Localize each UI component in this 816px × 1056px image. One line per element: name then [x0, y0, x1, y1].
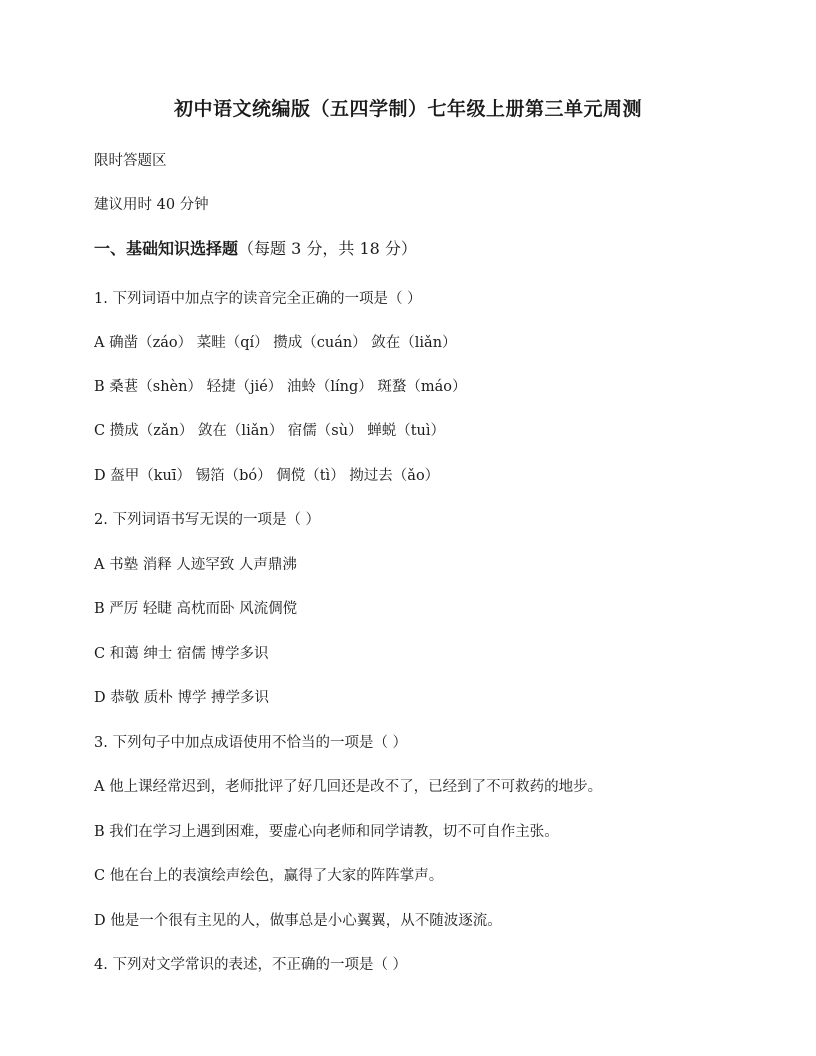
suggested-time-label: 建议用时 40 分钟: [94, 197, 209, 213]
answer-area-label: 限时答题区: [94, 153, 167, 169]
question-2-stem: 2. 下列词语书写无误的一项是（ ）: [94, 512, 321, 528]
question-1-option-a: A 确凿（záo） 菜畦（qí） 攒成（cuán） 敛在（liǎn）: [94, 335, 457, 351]
question-2-option-b: B 严厉 轻睫 高枕而卧 风流倜傥: [94, 601, 298, 617]
section-heading-note: （每题 3 分，共 18 分）: [238, 239, 417, 258]
page-title: 初中语文统编版（五四学制）七年级上册第三单元周测: [173, 98, 642, 120]
question-4-stem: 4. 下列对文学常识的表述，不正确的一项是（ ）: [94, 957, 408, 973]
question-3-option-d: D 他是一个很有主见的人，做事总是小心翼翼，从不随波逐流。: [94, 913, 502, 929]
question-1-option-d: D 盔甲（kuī） 锡箔（bó） 倜傥（tì） 拗过去（ǎo）: [94, 468, 440, 484]
question-3-option-a: A 他上课经常迟到，老师批评了好几回还是改不了，已经到了不可救药的地步。: [94, 779, 603, 795]
question-3-option-b: B 我们在学习上遇到困难，要虚心向老师和同学请教，切不可自作主张。: [94, 824, 559, 840]
question-2-option-a: A 书塾 消释 人迹罕致 人声鼎沸: [94, 557, 297, 573]
section-heading-text: 一、基础知识选择题: [94, 239, 239, 258]
section-heading: [94, 239, 794, 259]
question-2-option-c: C 和蔼 绅士 宿儒 博学多识: [94, 646, 269, 662]
question-3-option-c: C 他在台上的表演绘声绘色，赢得了大家的阵阵掌声。: [94, 868, 444, 884]
question-2-option-d: D 恭敬 质朴 博学 搏学多识: [94, 690, 270, 706]
question-1-stem: 1. 下列词语中加点字的读音完全正确的一项是（ ）: [94, 291, 422, 307]
question-3-stem: 3. 下列句子中加点成语使用不恰当的一项是（ ）: [94, 735, 408, 751]
question-1-option-c: C 攒成（zǎn） 敛在（liǎn） 宿儒（sù） 蝉蜕（tuì）: [94, 423, 445, 439]
question-1-option-b: B 桑葚（shèn） 轻捷（jié） 油蛉（líng） 斑蝥（máo）: [94, 379, 467, 395]
